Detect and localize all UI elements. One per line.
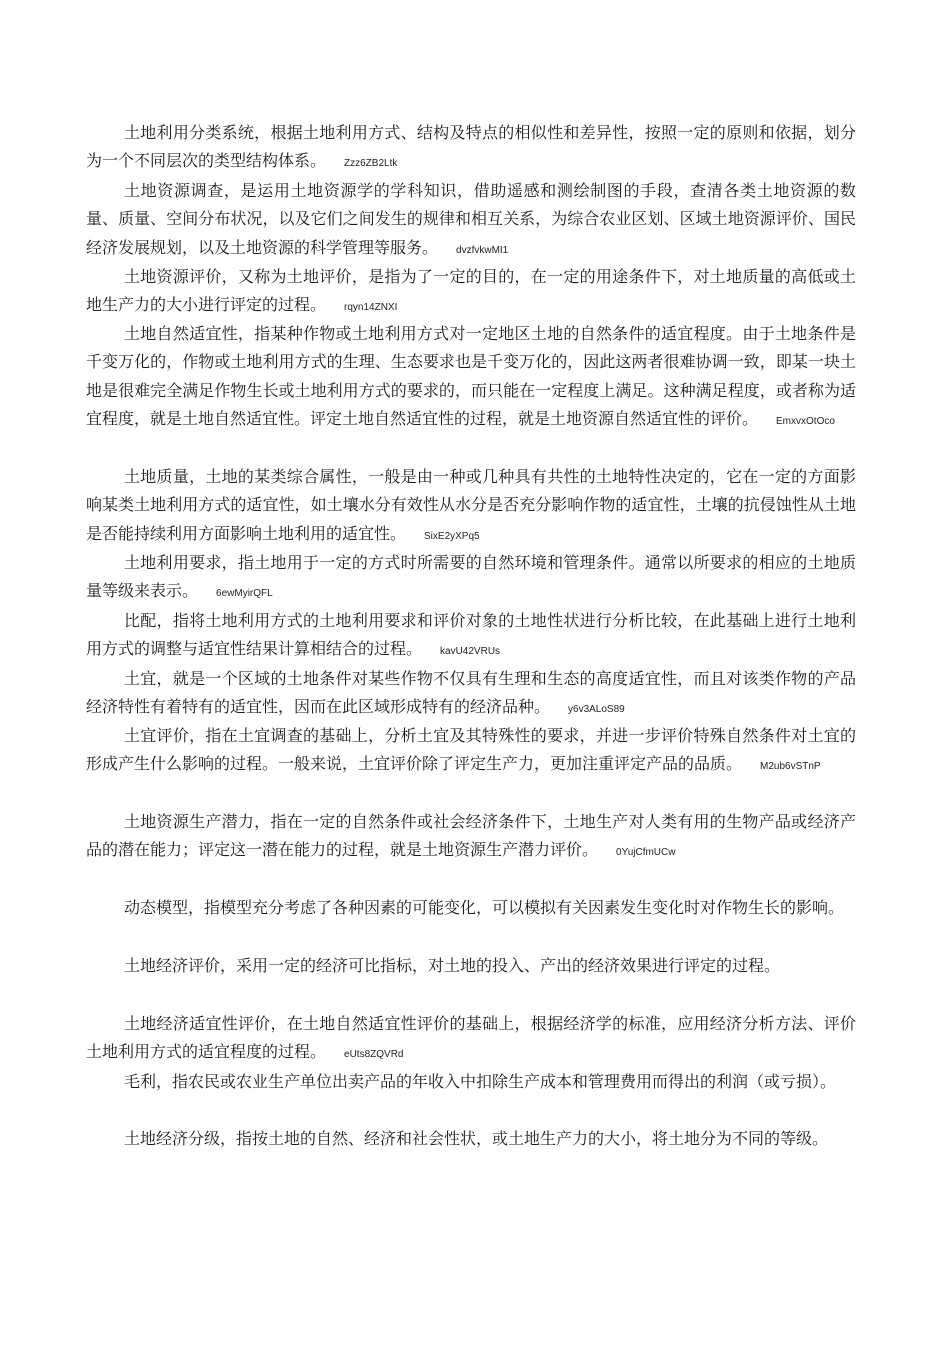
- paragraph-gross-profit: [86, 1068, 856, 1096]
- paragraph-land-use-classification: [86, 119, 856, 179]
- paragraph-code: EmxvxOtOco: [776, 416, 835, 428]
- paragraph-code: SixE2yXPq5: [424, 530, 480, 542]
- paragraph-text: 动态模型，指模型充分考虑了各种因素的可能变化，可以模拟有关因素发生变化时对作物生长的影响。: [124, 898, 845, 917]
- paragraph-code: 0YujCfmUCw: [616, 847, 676, 859]
- paragraph-natural-suitability: [86, 320, 856, 437]
- paragraph-dynamic-model: [86, 894, 856, 922]
- paragraph-production-potential: [86, 808, 856, 868]
- paragraph-land-resource-survey: [86, 177, 856, 265]
- paragraph-land-quality: [86, 463, 856, 551]
- paragraph-text: 土地质量，土地的某类综合属性，一般是由一种或几种具有共性的土地特性决定的，它在一定的方面影响某类土地利用方式的适宜性，如土壤水分有效性从水分是否充分影响作物的适宜性，土壤的抗侵蚀性从土地是否能持续利用方面影响土地利用的适宜性。: [86, 467, 856, 543]
- paragraph-text: 土宜，就是一个区域的土地条件对某些作物不仅具有生理和生态的高度适宜性，而且对该类作物的产品经济特性有着特有的适宜性，因而在此区域形成特有的经济品种。: [86, 669, 856, 717]
- paragraph-code: 6ewMyirQFL: [216, 588, 273, 600]
- paragraph-land-resource-evaluation: [86, 263, 856, 323]
- paragraph-economic-evaluation: [86, 952, 856, 980]
- paragraph-text: 土地利用要求，指土地用于一定的方式时所需要的自然环境和管理条件。通常以所要求的相应的土地质量等级来表示。: [86, 553, 856, 601]
- paragraph-economic-suitability: [86, 1010, 856, 1070]
- paragraph-code: rqyn14ZNXI: [344, 302, 398, 314]
- paragraph-text: 土地资源生产潜力，指在一定的自然条件或社会经济条件下，土地生产对人类有用的生物产品或经济产品的潜在能力；评定这一潜在能力的过程，就是土地资源生产潜力评价。: [86, 812, 856, 860]
- paragraph-text: 土地资源评价，又称为土地评价，是指为了一定的目的，在一定的用途条件下，对土地质量的高低或土地生产力的大小进行评定的过程。: [86, 267, 856, 315]
- paragraph-text: 土地经济评价，采用一定的经济可比指标，对土地的投入、产出的经济效果进行评定的过程。: [124, 956, 781, 975]
- paragraph-text: 土地经济适宜性评价，在土地自然适宜性评价的基础上，根据经济学的标准，应用经济分析方法、评价土地利用方式的适宜程度的过程。: [86, 1014, 856, 1062]
- paragraph-text: 土地自然适宜性，指某种作物或土地利用方式对一定地区土地的自然条件的适宜程度。由于土地条件是千变万化的，作物或土地利用方式的生理、生态要求也是千变万化的，因此这两者很难协调一致，即某一块土地是很难完全满足作物生长或土地利用方式的要求的，而只能在一定程度上满足。这种满足程度，或者称为适宜程度，就是土地自然适宜性。评定土地自然适宜性的过程，就是土地资源自然适宜性的评价。: [86, 324, 856, 429]
- paragraph-matching: [86, 607, 856, 667]
- paragraph-text: 比配，指将土地利用方式的土地利用要求和评价对象的土地性状进行分析比较，在此基础上进行土地利用方式的调整与适宜性结果计算相结合的过程。: [86, 611, 856, 659]
- paragraph-code: dvzfvkwMI1: [456, 244, 509, 256]
- paragraph-code: M2ub6vSTnP: [760, 761, 821, 773]
- paragraph-code: y6v3ALoS89: [568, 704, 625, 716]
- paragraph-code: Zzz6ZB2Ltk: [344, 158, 398, 170]
- paragraph-economic-grading: [86, 1125, 856, 1153]
- paragraph-text: 毛利，指农民或农业生产单位出卖产品的年收入中扣除生产成本和管理费用而得出的利润（或亏损）。: [124, 1072, 837, 1091]
- paragraph-land-use-requirement: [86, 549, 856, 609]
- paragraph-text: 土地经济分级，指按土地的自然、经济和社会性状，或土地生产力的大小，将土地分为不同的等级。: [124, 1129, 829, 1148]
- paragraph-tuyi-evaluation: [86, 722, 856, 782]
- paragraph-text: 土宜评价，指在土宜调查的基础上，分析土宜及其特殊性的要求，并进一步评价特殊自然条件对土宜的形成产生什么影响的过程。一般来说，土宜评价除了评定生产力，更加注重评定产品的品质。: [86, 726, 856, 774]
- paragraph-code: kavU42VRUs: [440, 646, 501, 658]
- paragraph-text: 土地利用分类系统，根据土地利用方式、结构及特点的相似性和差异性，按照一定的原则和依据，划分为一个不同层次的类型结构体系。: [86, 123, 856, 171]
- paragraph-tuyi: [86, 665, 856, 725]
- paragraph-text: 土地资源调查，是运用土地资源学的学科知识，借助遥感和测绘制图的手段，查清各类土地资源的数量、质量、空间分布状况，以及它们之间发生的规律和相互关系，为综合农业区划、区域土地资源评价、国民经济发展规划，以及土地资源的科学管理等服务。: [86, 181, 856, 257]
- paragraph-code: eUts8ZQVRd: [344, 1049, 404, 1061]
